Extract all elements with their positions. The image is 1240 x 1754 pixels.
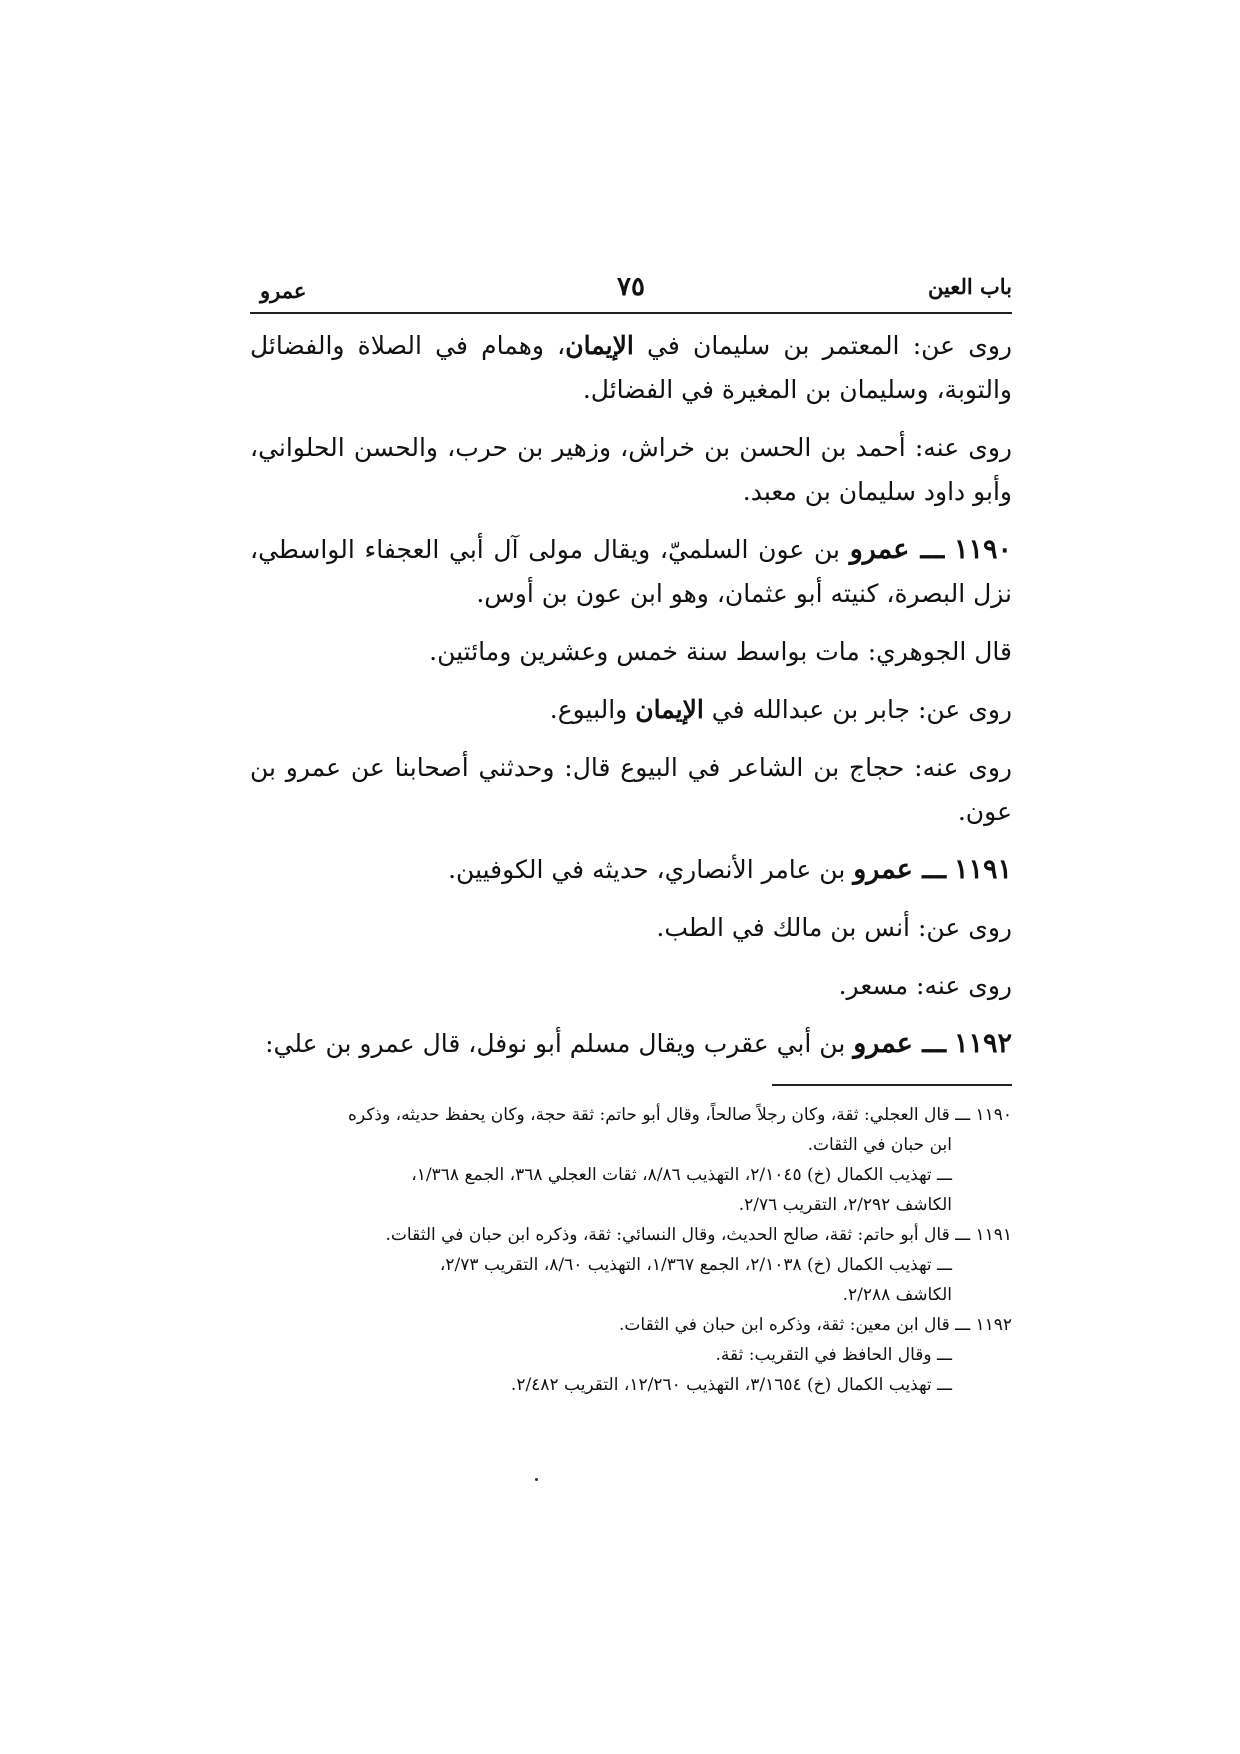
paragraph: روى عنه: أحمد بن الحسن بن خراش، وزهير بن حرب، والحسن الحلواني، وأبو داود سليمان بن معبد. — [250, 433, 1012, 506]
running-header — [250, 270, 1012, 314]
section-title: عمرو — [260, 278, 307, 303]
footnote: ـــ تهذيب الكمال (خ) ٢/١٠٤٥، التهذيب ٨/٨٦، ثقات العجلي ٣٦٨، الجمع ١/٣٦٨، الكاشف ٢/٢٩٢، التقريب ٢/٧٦. — [411, 1165, 952, 1215]
entry-heading: ١١٩٢ ـــ عمرو بن أبي عقرب ويقال مسلم أبو نوفل، قال عمرو بن علي: — [265, 1028, 1012, 1059]
entry-heading: ١١٩٠ ـــ عمرو بن عون السلميّ، ويقال مولى آل أبي العجفاء الواسطي، نزل البصرة، كنيته أبو عثمان، وهو ابن عون بن أوس. — [250, 534, 1012, 608]
document-page — [250, 270, 1012, 1400]
footnote: ـــ وقال الحافظ في التقريب: ثقة. — [715, 1345, 952, 1365]
paragraph: روى عنه: مسعر. — [838, 971, 1012, 1000]
entry-heading: ١١٩١ ـــ عمرو بن عامر الأنصاري، حديثه في الكوفيين. — [448, 854, 1012, 885]
footnote: ـــ تهذيب الكمال (خ) ٣/١٦٥٤، التهذيب ١٢/٢٦٠، التقريب ٢/٤٨٢. — [510, 1375, 952, 1395]
footnotes — [250, 1100, 1012, 1400]
paragraph: روى عنه: حجاج بن الشاعر في البيوع قال: وحدثني أصحابنا عن عمرو بن عون. — [250, 753, 1012, 826]
paragraph: قال الجوهري: مات بواسط سنة خمس وعشرين ومائتين. — [429, 637, 1012, 666]
footnote-divider — [772, 1084, 1012, 1086]
paragraph: روى عن: أنس بن مالك في الطب. — [656, 913, 1012, 942]
paragraph: روى عن: جابر بن عبدالله في الإيمان والبيوع. — [549, 695, 1012, 724]
chapter-title: باب العين — [927, 274, 1012, 299]
paragraph: روى عن: المعتمر بن سليمان في الإيمان، وهمام في الصلاة والفضائل والتوبة، وسليمان بن المغيرة في الفضائل. — [250, 331, 1013, 404]
page-mark — [535, 1478, 538, 1481]
footnote: ١١٩٢ ـــ قال ابن معين: ثقة، وذكره ابن حبان في الثقات. — [619, 1315, 1012, 1335]
main-text — [250, 324, 1012, 1066]
page-number: ٧٥ — [617, 272, 645, 302]
footnote: ١١٩١ ـــ قال أبو حاتم: ثقة، صالح الحديث، وقال النسائي: ثقة، وذكره ابن حبان في الثقات. — [385, 1225, 1012, 1245]
footnote: ـــ تهذيب الكمال (خ) ٢/١٠٣٨، الجمع ١/٣٦٧، التهذيب ٨/٦٠، التقريب ٢/٧٣، الكاشف ٢/٢٨٨. — [439, 1255, 952, 1305]
footnote: ١١٩٠ ـــ قال العجلي: ثقة، وكان رجلاً صالحاً، وقال أبو حاتم: ثقة حجة، وكان يحفظ حديثه، وذكره ابن حبان في الثقات. — [348, 1105, 1012, 1155]
